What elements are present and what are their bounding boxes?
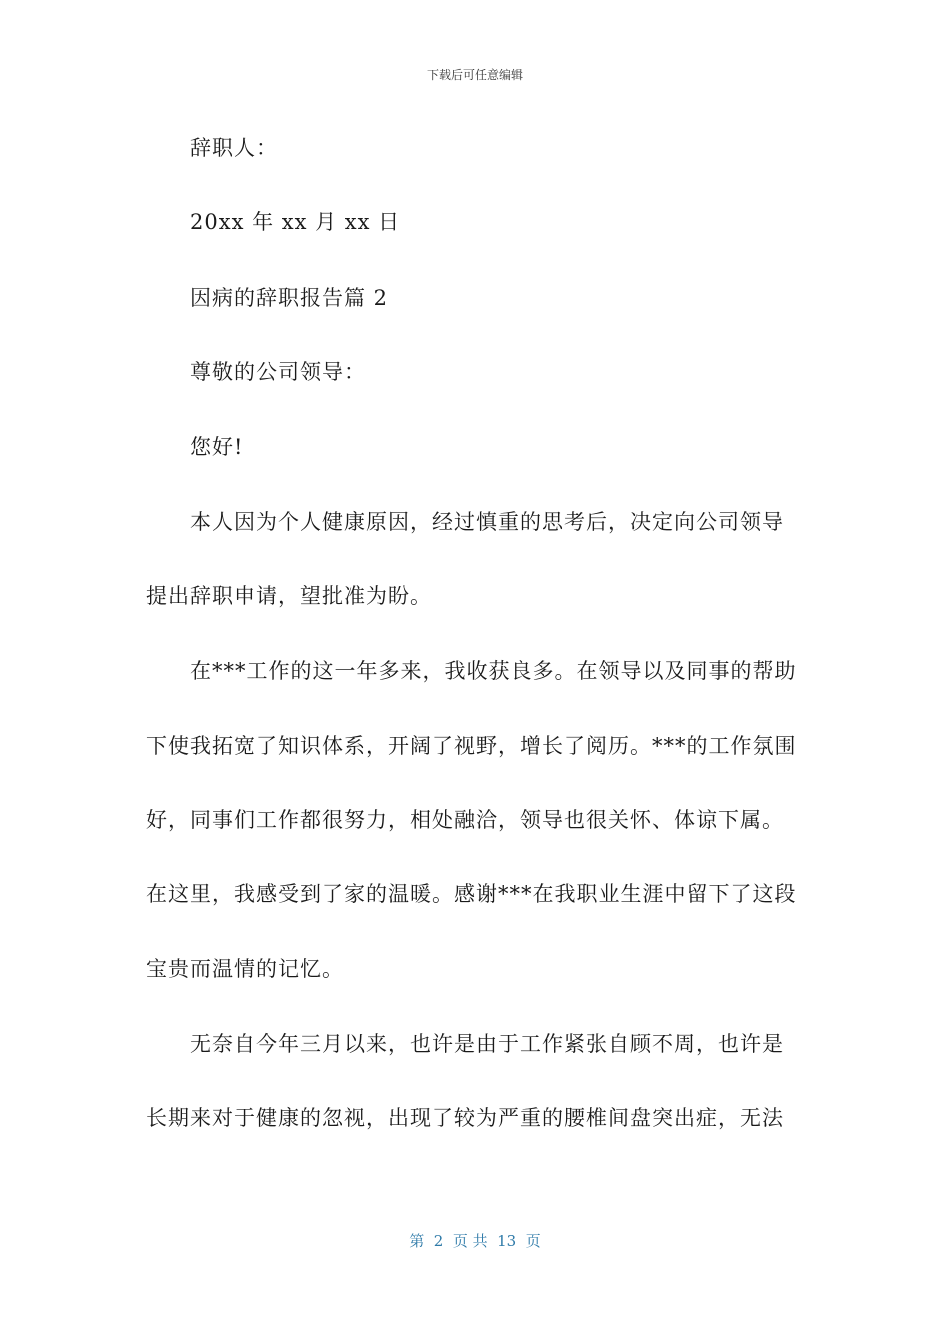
greeting: 您好! bbox=[190, 435, 244, 459]
page-number-footer: 第 2 页 共 13 页 bbox=[409, 1232, 541, 1250]
signer-line: 辞职人： bbox=[190, 136, 278, 160]
paragraph-line: 在***工作的这一年多来，我收获良多。在领导以及同事的帮助 bbox=[190, 659, 797, 683]
paragraph-line: 下使我拓宽了知识体系，开阔了视野，增长了阅历。***的工作氛围 bbox=[146, 734, 797, 758]
paragraph-line: 好，同事们工作都很努力，相处融洽，领导也很关怀、体谅下属。 bbox=[146, 808, 784, 832]
date-line: 20xx 年 xx 月 xx 日 bbox=[190, 210, 401, 234]
page-header: 下载后可任意编辑 bbox=[426, 68, 523, 82]
paragraph-line: 长期来对于健康的忽视，出现了较为严重的腰椎间盘突出症，无法 bbox=[146, 1106, 784, 1130]
section-title: 因病的辞职报告篇 2 bbox=[190, 286, 389, 310]
paragraph-line: 宝贵而温情的记忆。 bbox=[146, 957, 344, 981]
salutation: 尊敬的公司领导： bbox=[190, 360, 366, 384]
paragraph-line: 无奈自今年三月以来，也许是由于工作紧张自顾不周，也许是 bbox=[190, 1032, 784, 1056]
paragraph-line: 本人因为个人健康原因，经过慎重的思考后，决定向公司领导 bbox=[190, 510, 784, 534]
paragraph-line: 提出辞职申请，望批准为盼。 bbox=[146, 584, 432, 608]
paragraph-line: 在这里，我感受到了家的温暖。感谢***在我职业生涯中留下了这段 bbox=[146, 882, 797, 906]
